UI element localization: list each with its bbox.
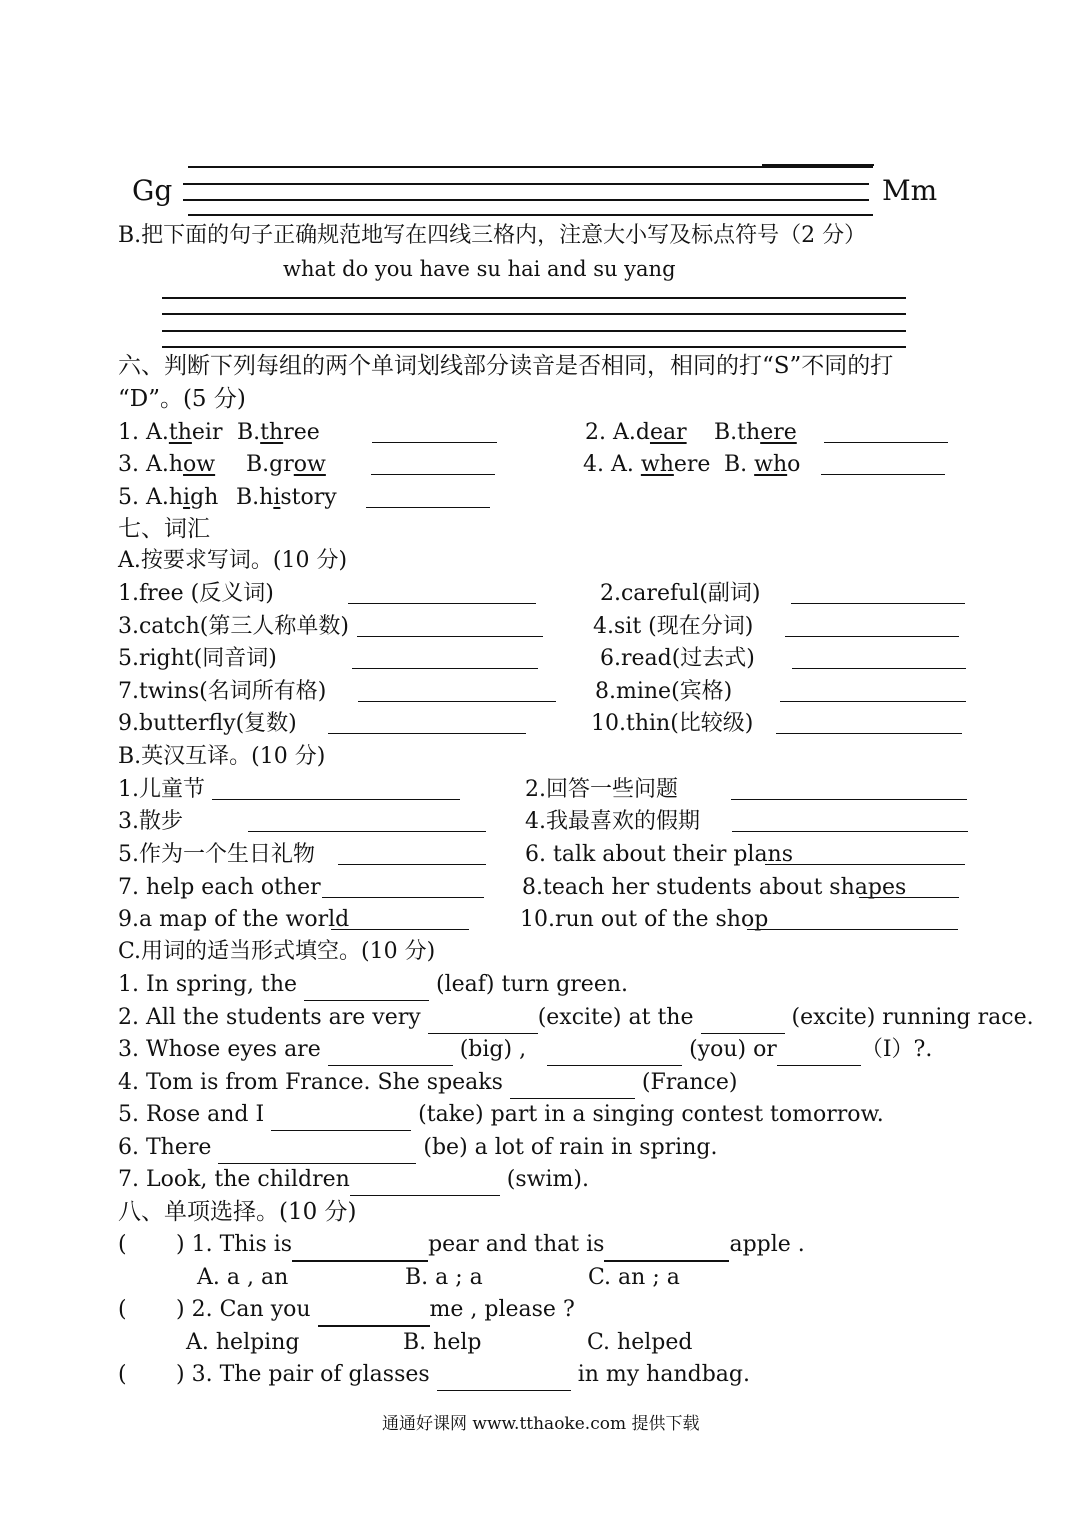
- fill-q7: 7. Look, the children (swim).: [118, 1165, 589, 1196]
- choice-q2-stem: ) 2. Can you me , please ?: [176, 1295, 575, 1327]
- section7b-title: B.英汉互译。(10 分): [118, 744, 326, 769]
- fill-q6: 6. There (be) a lot of rain in spring.: [118, 1133, 717, 1164]
- answer-blank[interactable]: [604, 1230, 729, 1262]
- answer-blank[interactable]: [357, 614, 543, 637]
- answer-blank[interactable]: [331, 907, 469, 930]
- partb-instruction: B.把下面的句子正确规范地写在四线三格内，注意大小写及标点符号（2 分）: [118, 223, 867, 248]
- pron-item-3-b: B.grow: [246, 452, 326, 477]
- vocab-item-7: 7.twins(名词所有格): [118, 679, 327, 704]
- answer-blank[interactable]: [777, 1035, 861, 1066]
- answer-blank[interactable]: [366, 485, 490, 508]
- choice-q1-option-c[interactable]: C. an ; a: [588, 1265, 680, 1290]
- section7-title: 七、词汇: [118, 516, 210, 542]
- translate-item-1: 1.儿童节: [118, 777, 205, 802]
- vocab-item-6: 6.read(过去式): [600, 646, 755, 671]
- section6-title: 六、判断下列每组的两个单词划线部分读音是否相同，相同的打“S”不同的打: [118, 353, 894, 379]
- section8-title: 八、单项选择。(10 分): [118, 1199, 357, 1225]
- answer-blank[interactable]: [328, 1035, 453, 1066]
- answer-blank[interactable]: [358, 679, 556, 702]
- translate-item-9: 9.a map of the world: [118, 907, 350, 932]
- answer-blank[interactable]: [732, 809, 968, 832]
- vocab-item-3: 3.catch(第三人称单数): [118, 614, 349, 639]
- answer-blank[interactable]: [248, 809, 486, 832]
- pron-item-4-b: B. who: [724, 452, 801, 477]
- pron-item-4-a: 4. A. where: [583, 452, 711, 477]
- vocab-item-2: 2.careful(副词): [600, 581, 761, 606]
- pron-item-5-a: 5. A.high: [118, 485, 219, 510]
- translate-item-5: 5.作为一个生日礼物: [118, 842, 315, 867]
- translate-item-4: 4.我最喜欢的假期: [525, 809, 700, 834]
- answer-blank[interactable]: [271, 1100, 411, 1131]
- choice-q1-option-b[interactable]: B. a ; a: [405, 1265, 483, 1290]
- answer-blank[interactable]: [352, 646, 538, 669]
- pron-item-3-a: 3. A.how: [118, 452, 216, 477]
- answer-blank[interactable]: [776, 711, 962, 734]
- answer-blank[interactable]: [350, 1165, 500, 1196]
- fill-q3: 3. Whose eyes are (big) , (you) or （I）?.: [118, 1035, 932, 1066]
- fill-q5: 5. Rose and I (take) part in a singing contest tomorrow.: [118, 1100, 884, 1131]
- vocab-item-8: 8.mine(宾格): [595, 679, 733, 704]
- choice-q1-option-a[interactable]: A. a , an: [197, 1265, 289, 1290]
- choice-q3-paren: (: [118, 1362, 127, 1387]
- translate-item-8: 8.teach her students about shapes: [522, 875, 907, 900]
- translate-item-7: 7. help each other: [118, 875, 321, 900]
- answer-blank[interactable]: [791, 581, 965, 604]
- answer-blank[interactable]: [547, 1035, 682, 1066]
- answer-blank[interactable]: [824, 420, 948, 443]
- translate-item-3: 3.散步: [118, 809, 183, 834]
- fill-q2: 2. All the students are very (excite) at the (excite) running race.: [118, 1003, 1034, 1034]
- answer-blank[interactable]: [348, 581, 536, 604]
- answer-blank[interactable]: [821, 452, 945, 475]
- pron-item-1-b: B.three: [237, 420, 320, 445]
- partb-sentence: what do you have su hai and su yang: [283, 257, 676, 281]
- vocab-item-1: 1.free (反义词): [118, 581, 274, 606]
- answer-blank[interactable]: [328, 711, 526, 734]
- answer-blank[interactable]: [780, 679, 966, 702]
- vocab-item-4: 4.sit (现在分词): [593, 614, 754, 639]
- answer-blank[interactable]: [371, 452, 495, 475]
- letter-gg: Gg: [132, 174, 173, 207]
- choice-q2-paren: (: [118, 1297, 127, 1322]
- answer-blank[interactable]: [318, 1295, 430, 1327]
- fill-q1: 1. In spring, the (leaf) turn green.: [118, 970, 628, 1001]
- answer-blank[interactable]: [218, 1133, 416, 1164]
- pron-item-5-b: B.history: [236, 485, 337, 510]
- answer-blank[interactable]: [785, 614, 959, 637]
- vocab-item-5: 5.right(同音词): [118, 646, 277, 671]
- footer-source: 通通好课网 www.tthaoke.com 提供下载: [382, 1414, 700, 1434]
- answer-blank[interactable]: [292, 1230, 428, 1262]
- answer-blank[interactable]: [765, 842, 965, 865]
- translate-item-2: 2.回答一些问题: [525, 777, 678, 802]
- answer-blank[interactable]: [212, 777, 460, 800]
- vocab-item-9: 9.butterfly(复数): [118, 711, 297, 736]
- choice-q1-stem: ) 1. This is pear and that is apple .: [176, 1230, 805, 1262]
- choice-q2-option-a[interactable]: A. helping: [186, 1330, 300, 1355]
- letter-mm: Mm: [882, 174, 938, 207]
- pron-item-1-a: 1. A.their: [118, 420, 223, 445]
- answer-blank[interactable]: [437, 1360, 571, 1391]
- answer-blank[interactable]: [510, 1068, 635, 1099]
- translate-item-10: 10.run out of the shop: [520, 907, 769, 932]
- choice-q2-option-b[interactable]: B. help: [403, 1330, 482, 1355]
- answer-blank[interactable]: [859, 875, 959, 898]
- answer-blank[interactable]: [792, 646, 966, 669]
- answer-blank[interactable]: [372, 420, 497, 443]
- choice-q2-option-c[interactable]: C. helped: [587, 1330, 693, 1355]
- answer-blank[interactable]: [747, 907, 958, 930]
- pron-item-2-b: B.there: [714, 420, 797, 445]
- translate-item-6: 6. talk about their plans: [525, 842, 794, 867]
- section7a-title: A.按要求写词。(10 分): [118, 548, 348, 573]
- answer-blank[interactable]: [701, 1003, 785, 1034]
- answer-blank[interactable]: [322, 875, 484, 898]
- choice-q3-stem: ) 3. The pair of glasses in my handbag.: [176, 1360, 750, 1391]
- answer-blank[interactable]: [428, 1003, 538, 1034]
- fill-q4: 4. Tom is from France. She speaks (France): [118, 1068, 737, 1099]
- choice-q1-paren: (: [118, 1232, 127, 1257]
- pron-item-2-a: 2. A.dear: [585, 420, 687, 445]
- vocab-item-10: 10.thin(比较级): [591, 711, 754, 736]
- section7c-title: C.用词的适当形式填空。(10 分): [118, 939, 436, 964]
- section6-title-2: “D”。(5 分): [118, 386, 246, 412]
- answer-blank[interactable]: [731, 777, 967, 800]
- answer-blank[interactable]: [338, 842, 486, 865]
- answer-blank[interactable]: [304, 970, 429, 1001]
